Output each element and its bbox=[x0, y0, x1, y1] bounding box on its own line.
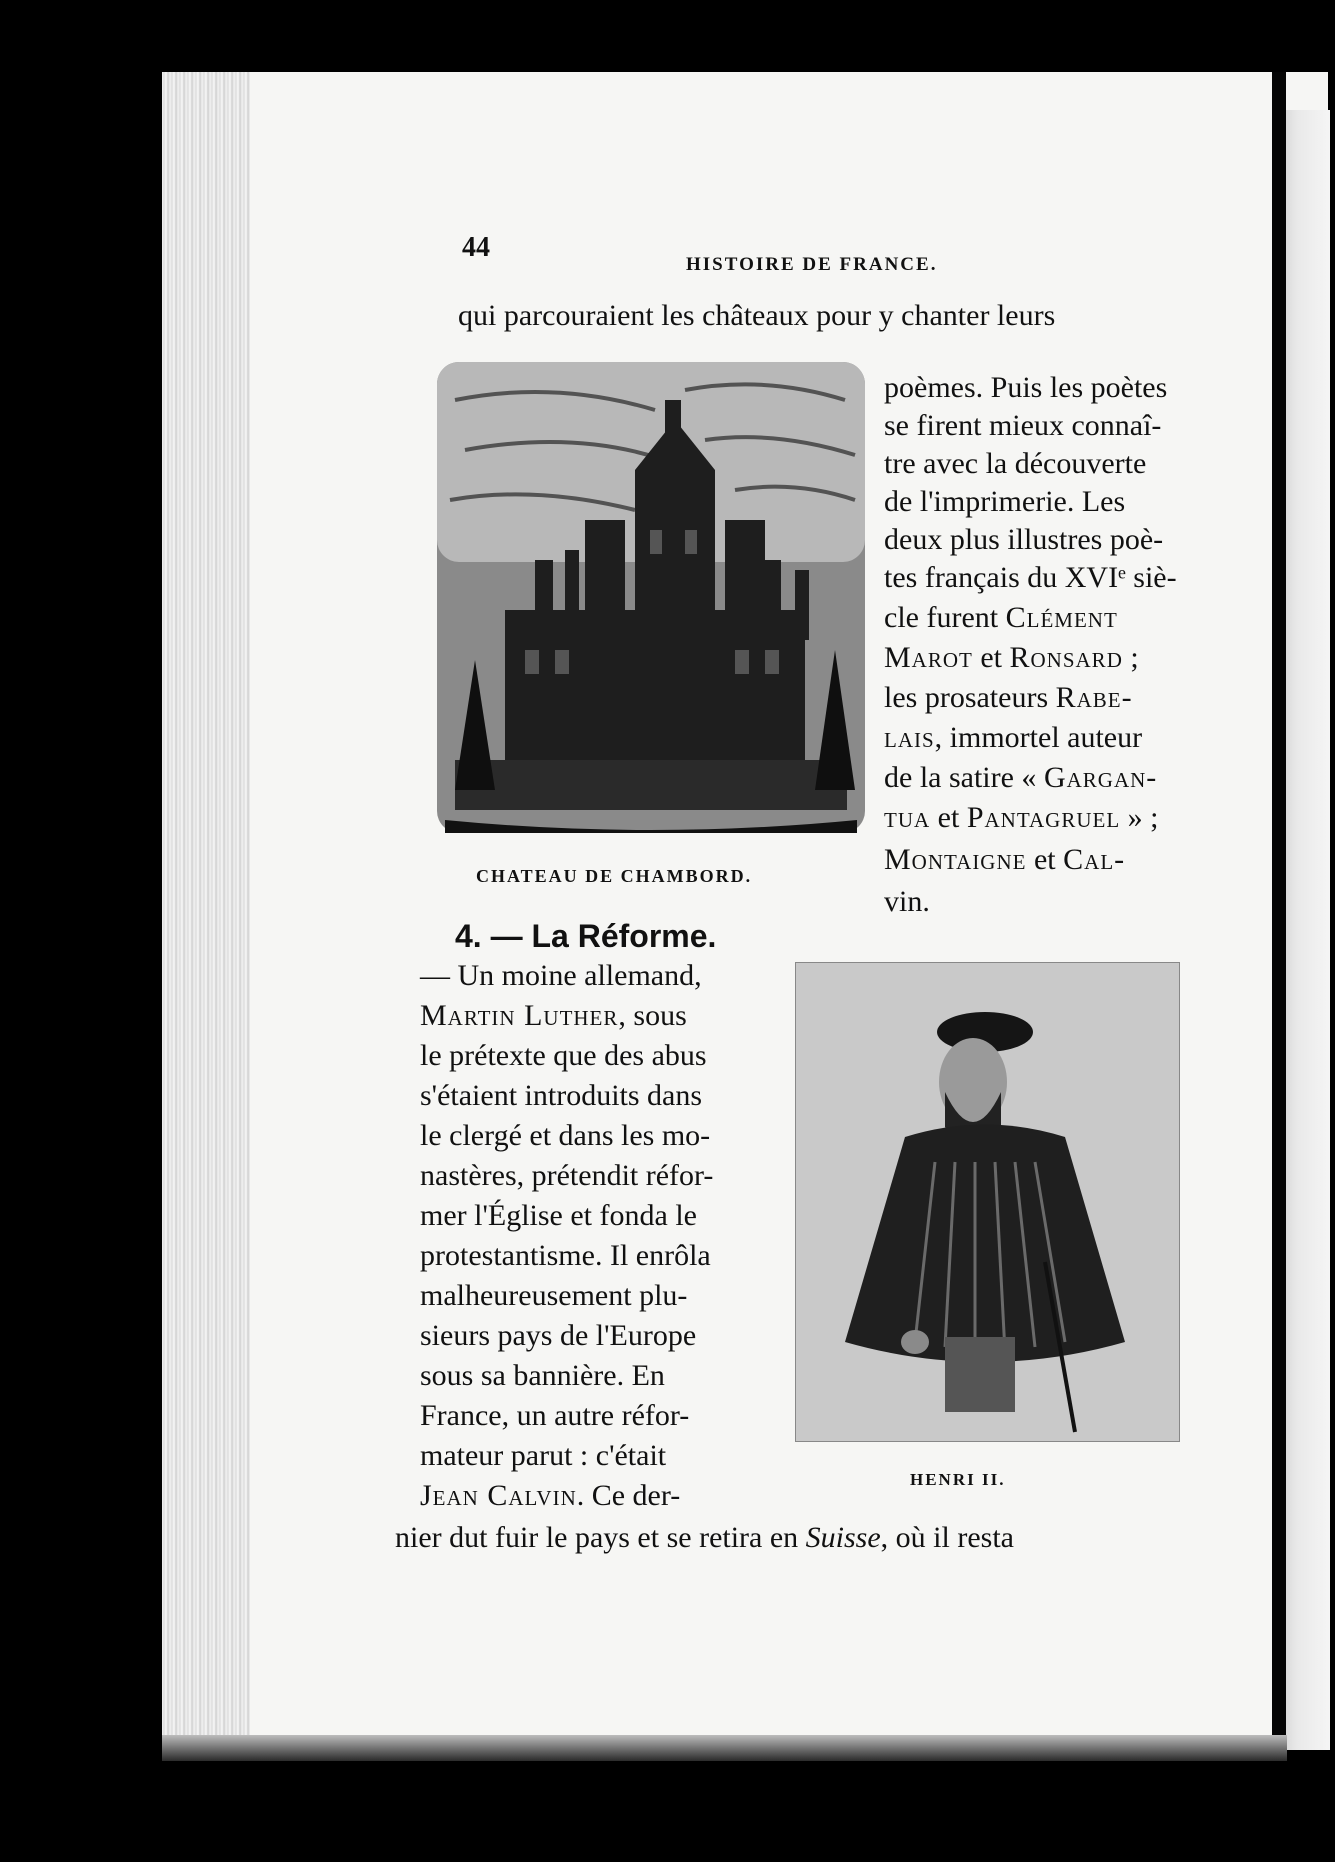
chambord-illustration bbox=[435, 360, 867, 840]
text-line: de l'imprimerie. Les bbox=[884, 485, 1126, 518]
text-line: s'étaient introduits dans bbox=[420, 1079, 703, 1112]
text-line: mer l'Église et fonda le bbox=[420, 1199, 697, 1232]
text-line: Marot et Ronsard ; bbox=[884, 641, 1139, 674]
text-line: nier dut fuir le pays et se retira en Suisse, où il resta bbox=[395, 1521, 1014, 1554]
text-line: qui parcouraient les châteaux pour y chanter leurs bbox=[458, 299, 1056, 332]
text-line: sous sa bannière. En bbox=[420, 1359, 665, 1392]
text-line: les prosateurs Rabe- bbox=[884, 681, 1133, 714]
text-line: vin. bbox=[884, 885, 930, 918]
text-line: malheureusement plu- bbox=[420, 1279, 688, 1312]
text-line: de la satire « Gargan- bbox=[884, 761, 1158, 794]
text-line: Martin Luther, sous bbox=[420, 999, 687, 1032]
text-line: — Un moine allemand, bbox=[420, 959, 702, 992]
text-line: deux plus illustres poè- bbox=[884, 523, 1164, 556]
text-line: sieurs pays de l'Europe bbox=[420, 1319, 697, 1352]
page-header bbox=[462, 232, 1022, 275]
text-line: cle furent Clément bbox=[884, 601, 1118, 634]
page-bottom-shadow bbox=[162, 1735, 1287, 1761]
text-line: poèmes. Puis les poètes bbox=[884, 371, 1168, 404]
text-line: Montaigne et Cal- bbox=[884, 843, 1126, 876]
henri-ii-caption: HENRI II. bbox=[910, 1470, 1006, 1489]
text-line: le clergé et dans les mo- bbox=[420, 1119, 711, 1152]
henri-ii-portrait bbox=[795, 962, 1180, 1447]
text-line: tes français du XVIᵉ siè- bbox=[884, 561, 1177, 594]
chambord-caption: CHATEAU DE CHAMBORD. bbox=[476, 866, 753, 886]
page-number: 44 bbox=[462, 232, 490, 263]
book-spine-edge bbox=[1272, 72, 1286, 1752]
running-title: HISTOIRE DE FRANCE. bbox=[686, 254, 938, 275]
text-line: Jean Calvin. Ce der- bbox=[420, 1479, 681, 1512]
text-line: tre avec la découverte bbox=[884, 447, 1147, 480]
section-heading: 4. — La Réforme. bbox=[455, 918, 717, 954]
text-line: France, un autre réfor- bbox=[420, 1399, 690, 1432]
text-line: tua et Pantagruel » ; bbox=[884, 801, 1159, 834]
text-line: protestantisme. Il enrôla bbox=[420, 1239, 711, 1272]
text-line: nastères, prétendit réfor- bbox=[420, 1159, 714, 1192]
text-line: se firent mieux connaî- bbox=[884, 409, 1162, 442]
text-line: le prétexte que des abus bbox=[420, 1039, 707, 1072]
text-line: lais, immortel auteur bbox=[884, 721, 1143, 754]
text-line: mateur parut : c'était bbox=[420, 1439, 667, 1472]
